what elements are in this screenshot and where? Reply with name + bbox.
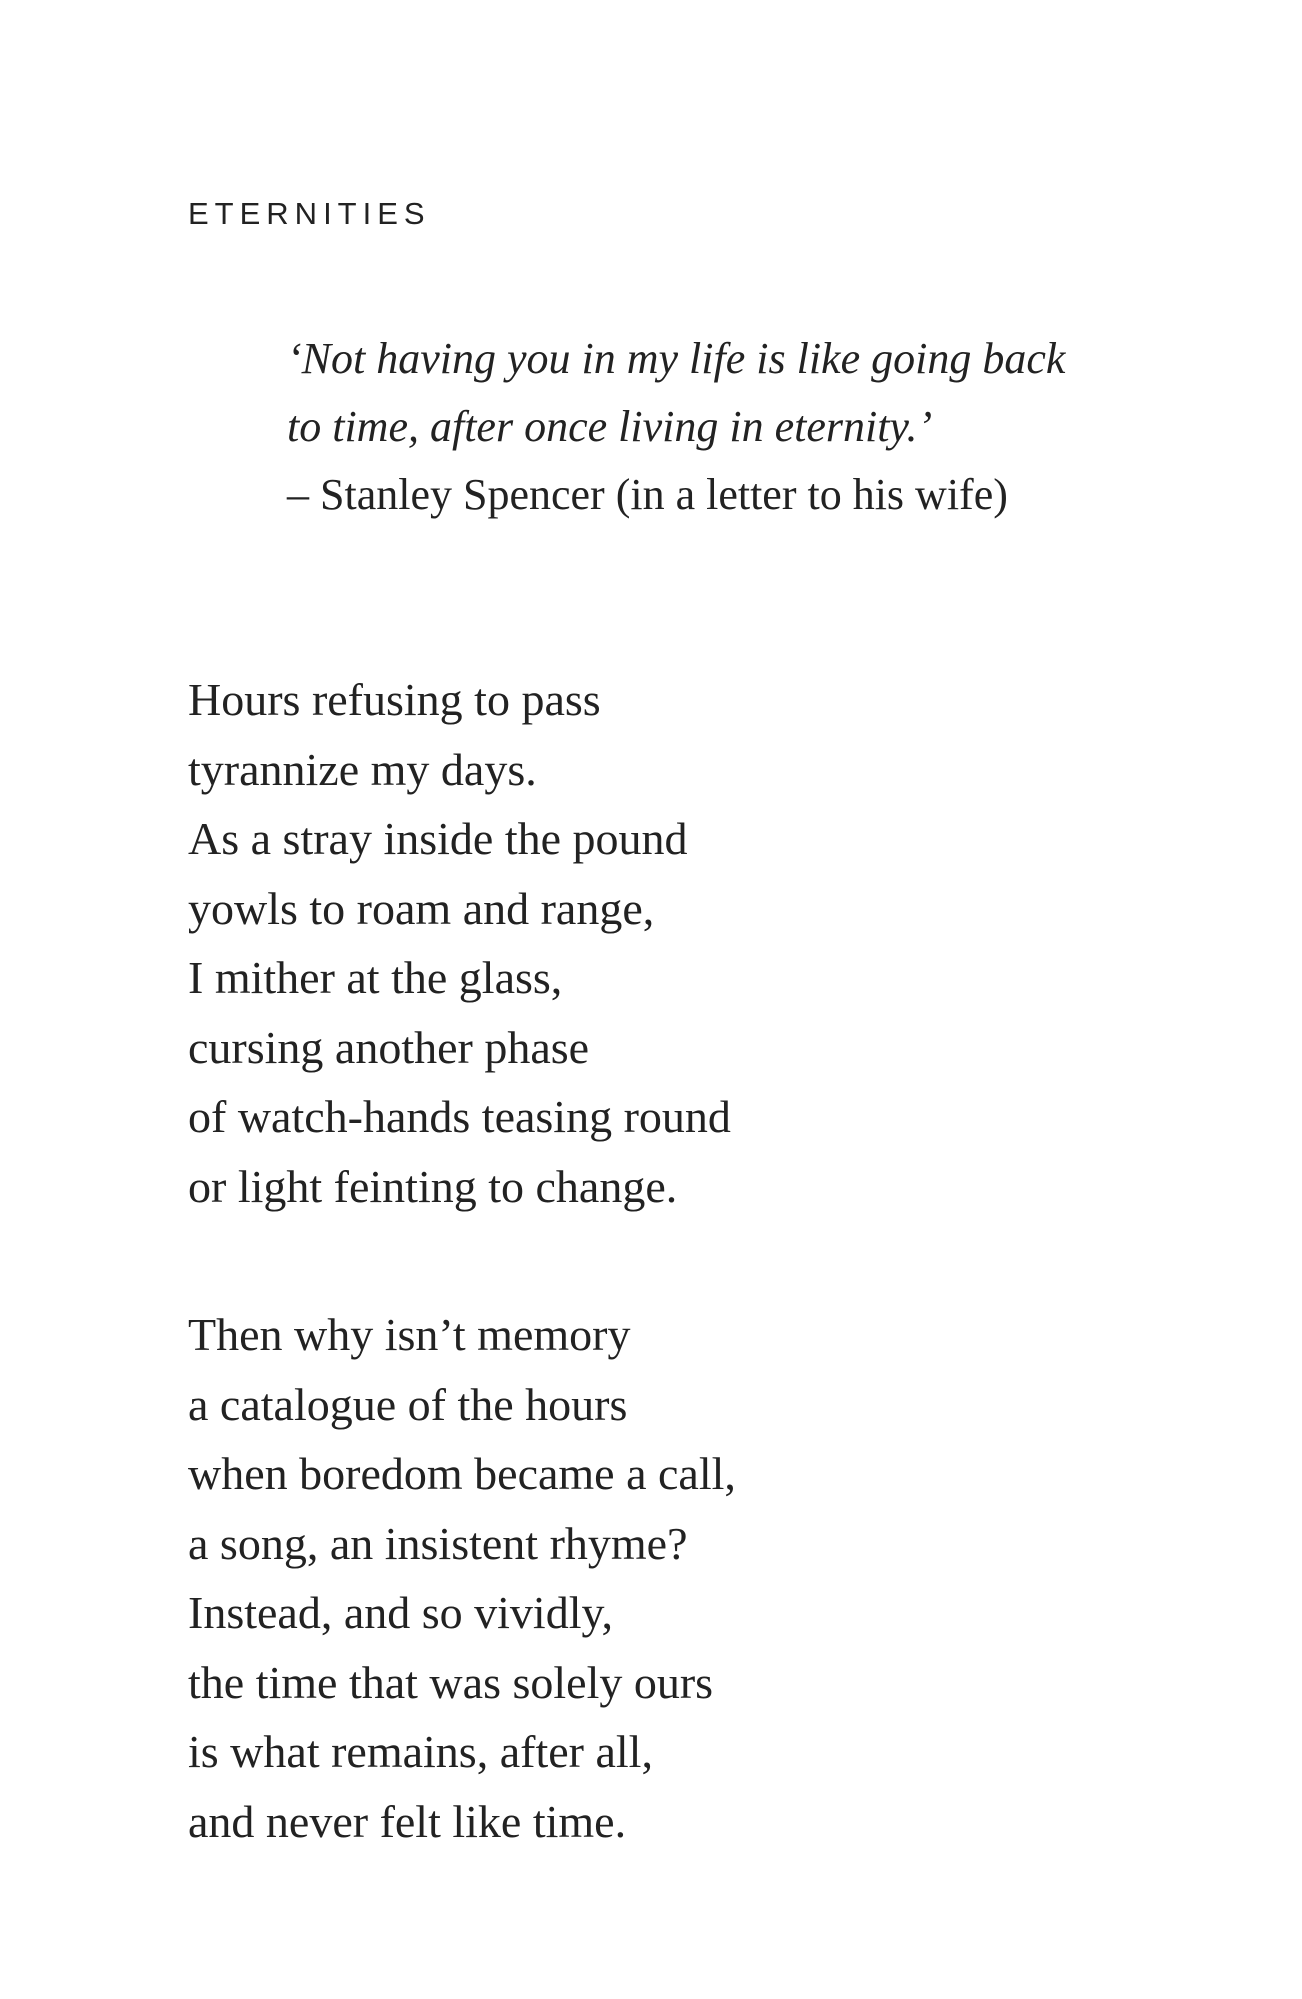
poem-line: yowls to roam and range, bbox=[188, 882, 655, 934]
poem-line: cursing another phase bbox=[188, 1021, 590, 1073]
poem-line: a song, an insistent rhyme? bbox=[188, 1517, 688, 1569]
poem-line: As a stray inside the pound bbox=[188, 813, 688, 864]
epigraph bbox=[287, 325, 1287, 529]
stanza-2 bbox=[188, 1300, 1188, 1856]
poem-line: and never felt like time. bbox=[188, 1795, 627, 1847]
poem-line: Instead, and so vividly, bbox=[188, 1587, 614, 1638]
poem-line: a catalogue of the hours bbox=[188, 1378, 628, 1430]
poem-line: of watch-hands teasing round bbox=[188, 1091, 731, 1142]
poem-title: ETERNITIES bbox=[188, 196, 431, 231]
poem-line: tyrannize my days. bbox=[188, 743, 537, 795]
stanza-1 bbox=[188, 665, 1188, 1221]
epigraph-quote-line: ‘Not having you in my life is like going back bbox=[287, 334, 1066, 383]
poem-line: is what remains, after all, bbox=[188, 1726, 653, 1777]
epigraph-quote-line: to time, after once living in eternity.’ bbox=[287, 402, 933, 451]
poem-line: Then why isn’t memory bbox=[188, 1309, 631, 1360]
poem-line: the time that was solely ours bbox=[188, 1656, 714, 1708]
poem-line: when boredom became a call, bbox=[188, 1448, 736, 1499]
poem-line: or light feinting to change. bbox=[188, 1160, 678, 1212]
epigraph-attribution: – Stanley Spencer (in a letter to his wife) bbox=[287, 470, 1008, 519]
poem-line: Hours refusing to pass bbox=[188, 674, 601, 725]
poem-line: I mither at the glass, bbox=[188, 952, 563, 1003]
